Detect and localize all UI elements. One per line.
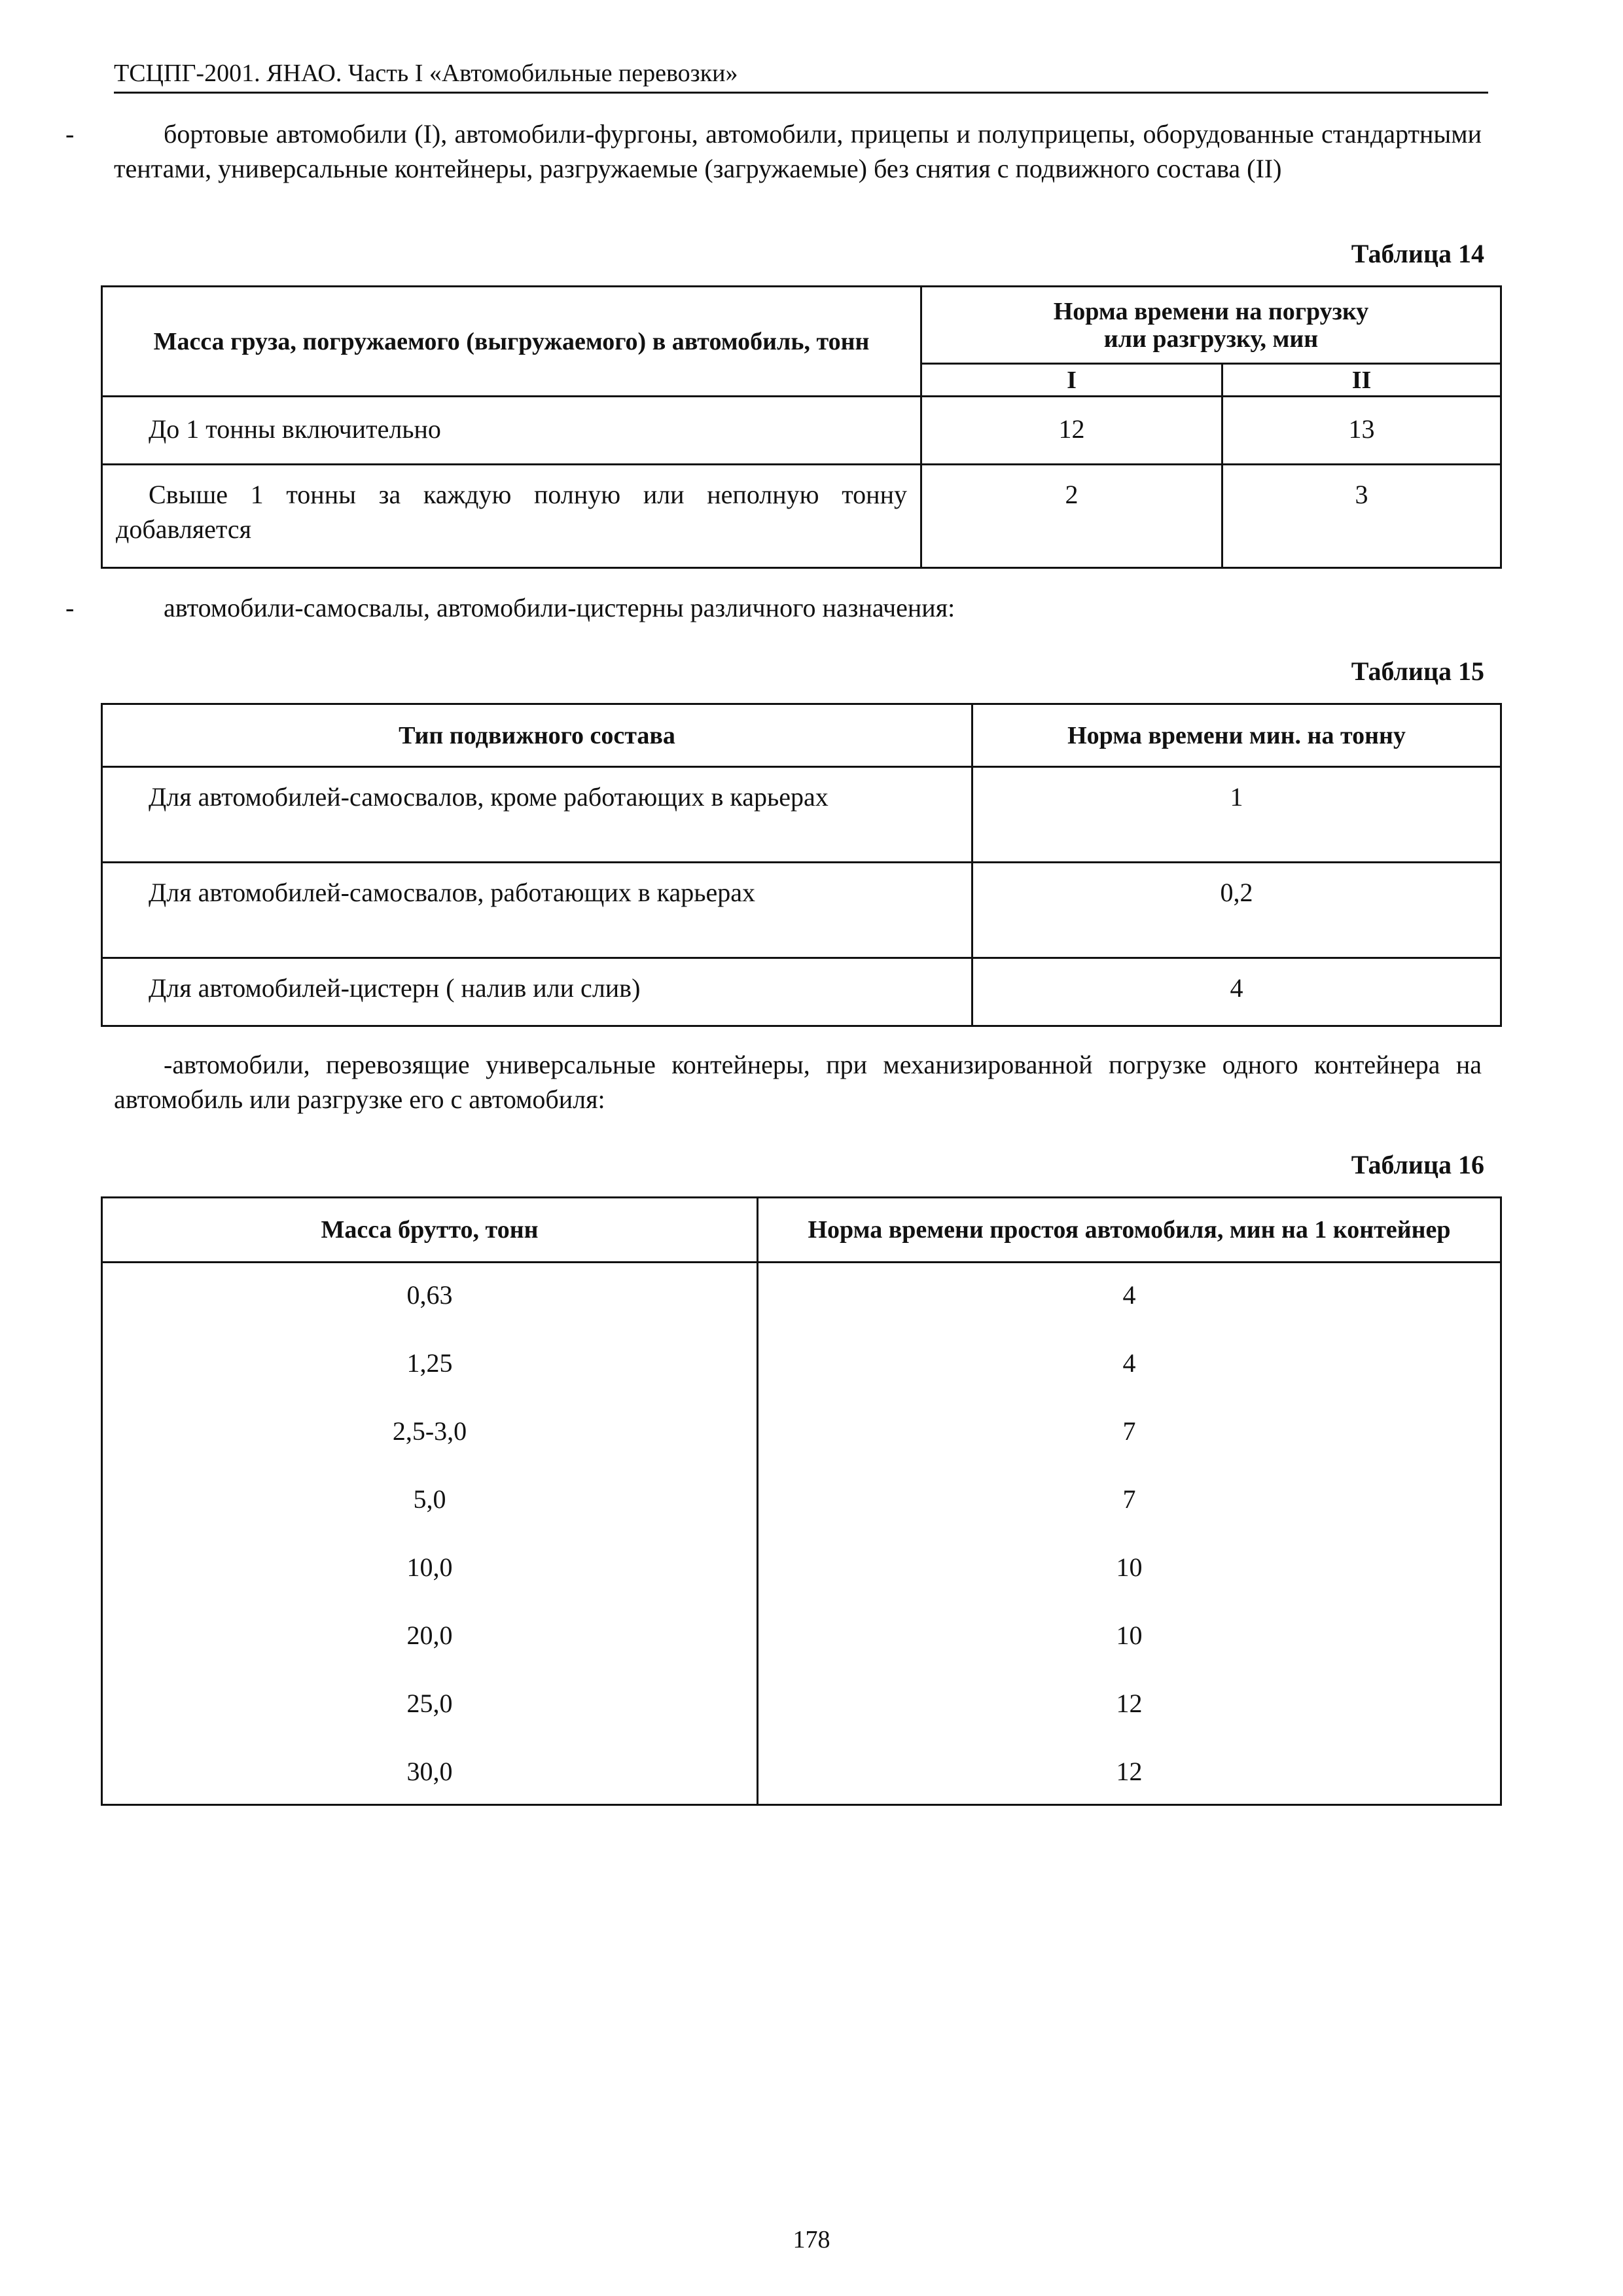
table-16-mass: 25,0 [102, 1686, 758, 1754]
table-15-row-label: Для автомобилей-цистерн ( налив или слив) [102, 958, 972, 1026]
table-14-caption: Таблица 14 [1351, 239, 1484, 268]
table-14-row-label: Свыше 1 тонны за каждую полную или неполную тонну добавляется [102, 465, 921, 568]
table-14-value-II: 3 [1222, 465, 1501, 568]
table-16-mass: 5,0 [102, 1482, 758, 1550]
table-15-col2-header: Норма времени мин. на тонну [972, 704, 1501, 767]
table-row [102, 767, 1501, 863]
table-16-mass: 10,0 [102, 1550, 758, 1618]
table-14-col1-header: Масса груза, погружаемого (выгружаемого) в автомобиль, тонн [102, 287, 921, 397]
table-16-mass: 0,63 [102, 1263, 758, 1346]
table-row [102, 1754, 1501, 1805]
table-row [102, 1618, 1501, 1686]
paragraph-1 [114, 117, 1482, 186]
table-15-col1-header: Тип подвижного состава [102, 704, 972, 767]
table-15-row-value: 1 [972, 767, 1501, 863]
table-15-row-label: Для автомобилей-самосвалов, работающих в карьерах [102, 863, 972, 958]
table-16-col2-header: Норма времени простоя автомобиля, мин на 1 контейнер [758, 1198, 1501, 1263]
table-16-mass: 1,25 [102, 1346, 758, 1414]
paragraph-3-text: -автомобили, перевозящие универсальные контейнеры, при механизированной погрузке одного контейнера на автомобиль или разгрузке его с автомобиля: [114, 1050, 1482, 1114]
bullet-dash: - [65, 119, 75, 149]
table-16-norm: 4 [758, 1346, 1501, 1414]
page-number: 178 [793, 2226, 830, 2253]
table-row [102, 397, 1501, 465]
table-14 [101, 285, 1502, 569]
table-16-norm: 10 [758, 1550, 1501, 1618]
table-14-value-I: 2 [921, 465, 1222, 568]
table-row [102, 465, 1501, 568]
page-header: ТСЦПГ-2001. ЯНАО. Часть I «Автомобильные перевозки» [114, 60, 1488, 94]
table-16-mass: 30,0 [102, 1754, 758, 1805]
table-16-mass: 20,0 [102, 1618, 758, 1686]
table-14-col2-header: Норма времени на погрузку или разгрузку, мин [921, 287, 1501, 364]
table-16-norm: 4 [758, 1263, 1501, 1346]
table-16-norm: 7 [758, 1414, 1501, 1482]
table-14-subheader-II: II [1222, 364, 1501, 397]
table-16-norm: 10 [758, 1618, 1501, 1686]
table-row [102, 863, 1501, 958]
table-14-row-label: До 1 тонны включительно [102, 397, 921, 465]
paragraph-3 [114, 1047, 1482, 1117]
table-16-col1-header: Масса брутто, тонн [102, 1198, 758, 1263]
table-row [102, 1686, 1501, 1754]
table-15-caption: Таблица 15 [1351, 656, 1484, 686]
table-row [102, 1482, 1501, 1550]
paragraph-1-text: бортовые автомобили (I), автомобили-фургоны, автомобили, прицепы и полуприцепы, оборудованные стандартными тентами, универсальные контейнеры, разгружаемые (загружаемые) без снятия с подвижного состава (II) [114, 119, 1482, 183]
table-row [102, 1550, 1501, 1618]
table-16-mass: 2,5-3,0 [102, 1414, 758, 1482]
table-16-norm: 12 [758, 1754, 1501, 1805]
table-15-row-label: Для автомобилей-самосвалов, кроме работающих в карьерах [102, 767, 972, 863]
bullet-dash: - [65, 593, 75, 622]
paragraph-2-text: автомобили-самосвалы, автомобили-цистерны различного назначения: [164, 593, 955, 622]
table-row [102, 958, 1501, 1026]
table-row [102, 1346, 1501, 1414]
paragraph-2 [114, 590, 1482, 625]
table-row [102, 1263, 1501, 1346]
table-14-value-II: 13 [1222, 397, 1501, 465]
table-15-row-value: 4 [972, 958, 1501, 1026]
table-row [102, 1414, 1501, 1482]
table-16-norm: 12 [758, 1686, 1501, 1754]
table-16-norm: 7 [758, 1482, 1501, 1550]
table-14-subheader-I: I [921, 364, 1222, 397]
table-16-caption: Таблица 16 [1351, 1150, 1484, 1179]
table-15-row-value: 0,2 [972, 863, 1501, 958]
table-15 [101, 703, 1502, 1027]
table-16 [101, 1196, 1502, 1806]
table-14-value-I: 12 [921, 397, 1222, 465]
